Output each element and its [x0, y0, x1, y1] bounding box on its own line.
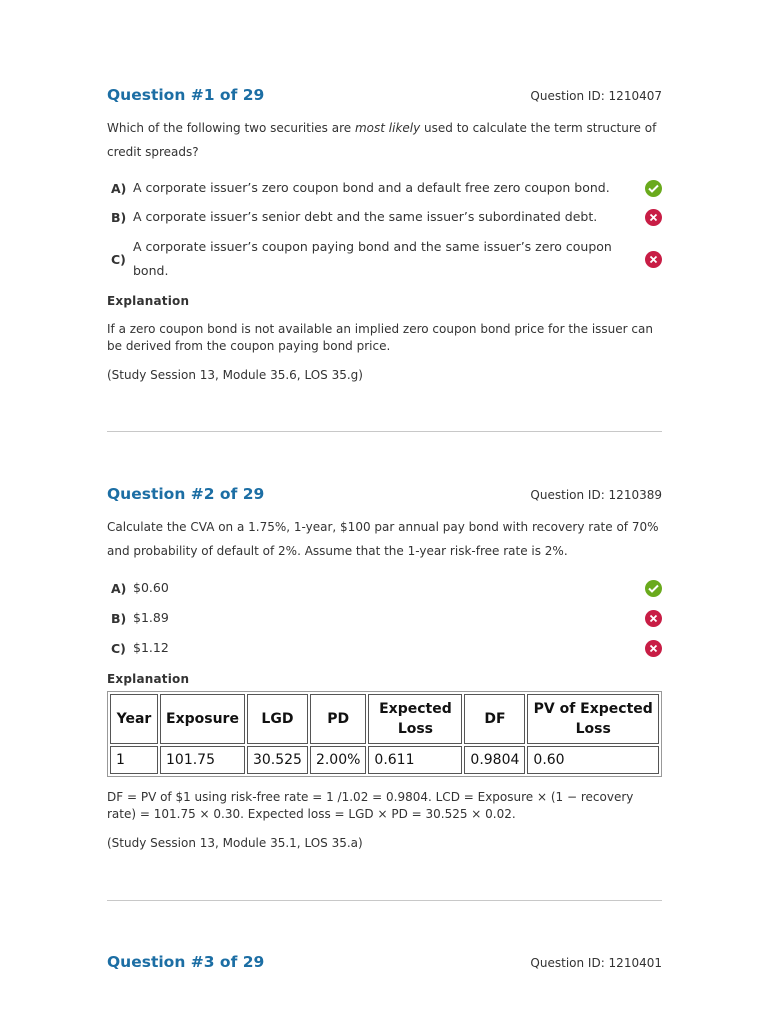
reference: (Study Session 13, Module 35.6, LOS 35.g): [107, 368, 363, 382]
answer-c[interactable]: [107, 633, 662, 663]
table-row: [110, 746, 659, 774]
table-cell: 30.525: [247, 746, 308, 774]
answer-text: A corporate issuer’s senior debt and the same issuer’s subordinated debt.: [133, 209, 598, 224]
table-cell: 101.75: [160, 746, 245, 774]
question-1: [107, 86, 662, 384]
table-header-cell: Expected Loss: [368, 694, 462, 744]
answer-text: $0.60: [133, 580, 169, 595]
explanation-text: DF = PV of $1 using risk-free rate = 1 /1.02 = 0.9804. LCD = Exposure × (1 − recovery rate) = 101.75 × 0.30. Expected loss = LGD × PD = 30.525 × 0.02.: [107, 790, 634, 821]
x-icon: [645, 209, 662, 226]
question-title: Question #1 of 29: [107, 86, 265, 104]
question-3: [107, 953, 662, 971]
answer-text: A corporate issuer’s coupon paying bond and the same issuer’s zero coupon bond.: [133, 239, 612, 278]
table-header-cell: Exposure: [160, 694, 245, 744]
answer-list: [107, 174, 662, 286]
answer-text: $1.89: [133, 610, 169, 625]
explanation-title: Explanation: [107, 294, 190, 308]
question-header: [107, 485, 662, 503]
question-text: Which of the following two securities are most likely used to calculate the term structure of credit spreads?: [107, 121, 657, 159]
answer-letter: B): [111, 209, 127, 225]
answer-c[interactable]: [107, 232, 662, 286]
question-text: Calculate the CVA on a 1.75%, 1-year, $100 par annual pay bond with recovery rate of 70% and probability of default of 2%. Assume that the 1-year risk-free rate is 2%.: [107, 520, 659, 558]
explanation-table: [107, 691, 662, 777]
answer-text: A corporate issuer’s zero coupon bond and a default free zero coupon bond.: [133, 180, 610, 195]
table-cell: 0.611: [368, 746, 462, 774]
check-icon: [645, 580, 662, 597]
divider: [107, 900, 662, 901]
question-2: [107, 485, 662, 852]
answer-text: $1.12: [133, 640, 169, 655]
reference: (Study Session 13, Module 35.1, LOS 35.a): [107, 836, 363, 850]
table-cell: 0.60: [527, 746, 659, 774]
x-icon: [645, 640, 662, 657]
answer-letter: C): [111, 251, 126, 267]
question-title: Question #2 of 29: [107, 485, 265, 503]
table-header-row: [110, 694, 659, 744]
table-header-cell: DF: [464, 694, 525, 744]
answer-letter: A): [111, 580, 127, 596]
check-icon: [645, 180, 662, 197]
question-title: Question #3 of 29: [107, 953, 265, 971]
answer-b[interactable]: [107, 202, 662, 232]
question-id: Question ID: 1210401: [530, 956, 662, 970]
table-cell: 1: [110, 746, 158, 774]
table-cell: 2.00%: [310, 746, 366, 774]
table-cell: 0.9804: [464, 746, 525, 774]
answer-a[interactable]: [107, 573, 662, 603]
divider: [107, 431, 662, 432]
answer-letter: C): [111, 640, 126, 656]
question-header: [107, 953, 662, 971]
answer-letter: A): [111, 180, 127, 196]
x-icon: [645, 251, 662, 268]
table-header-cell: LGD: [247, 694, 308, 744]
table-header-cell: PV of Expected Loss: [527, 694, 659, 744]
answer-letter: B): [111, 610, 127, 626]
question-header: [107, 86, 662, 104]
answer-a[interactable]: [107, 174, 662, 202]
table-header-cell: PD: [310, 694, 366, 744]
explanation-text: If a zero coupon bond is not available an implied zero coupon bond price for the issuer can be derived from the coupon paying bond price.: [107, 322, 653, 353]
x-icon: [645, 610, 662, 627]
answer-list: [107, 573, 662, 663]
question-id: Question ID: 1210389: [530, 488, 662, 502]
table-header-cell: Year: [110, 694, 158, 744]
explanation-title: Explanation: [107, 672, 190, 686]
answer-b[interactable]: [107, 603, 662, 633]
question-id: Question ID: 1210407: [530, 89, 662, 103]
